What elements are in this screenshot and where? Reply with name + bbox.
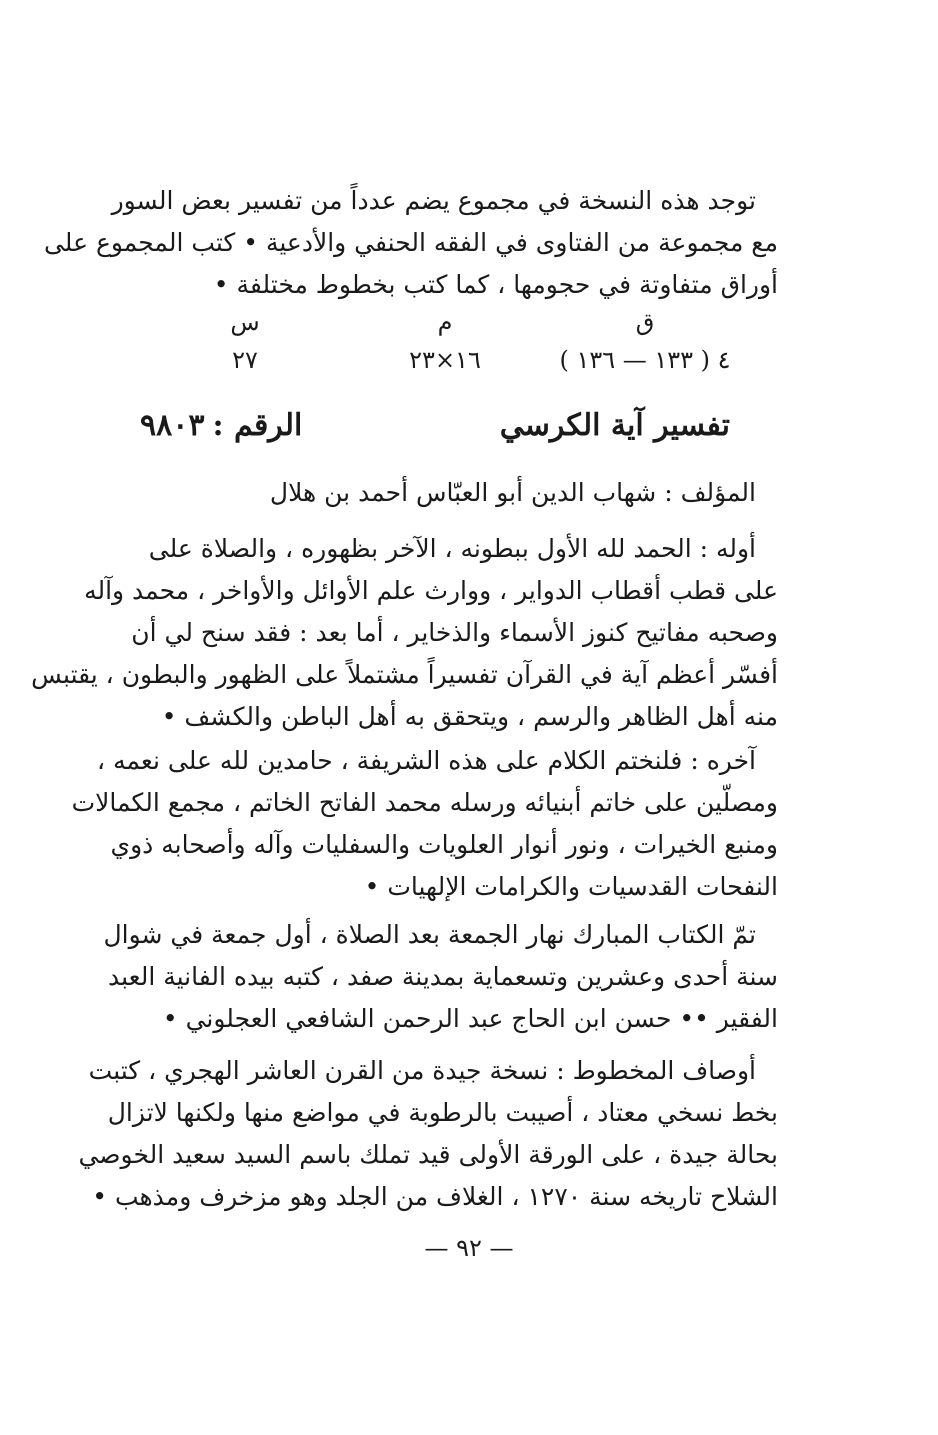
- author-line: المؤلف : شهاب الدين أبو العبّاس أحمد بن هلال: [269, 478, 756, 507]
- page-number: — ٩٢ —: [424, 1234, 514, 1262]
- intro-line: توجد هذه النسخة في مجموع يضم عدداً من تفسير بعض السور: [111, 186, 756, 215]
- explicit-line: النفحات القدسيات والكرامات الإلهيات •: [364, 872, 778, 901]
- entry-number-label: الرقم :: [212, 407, 303, 443]
- entry-number: [140, 408, 302, 443]
- entry-number-value: ٩٨٠٣: [140, 407, 205, 443]
- description-line: بخط نسخي معتاد ، أصيبت بالرطوبة في مواضع منها ولكنها لاتزال: [107, 1098, 778, 1127]
- incipit-line: منه أهل الظاهر والرسم ، ويتحقق به أهل الباطن والكشف •: [161, 702, 778, 731]
- incipit-line: أوله : الحمد لله الأول ببطونه ، الآخر بظهوره ، والصلاة على: [148, 534, 756, 563]
- explicit-line: ومنبع الخيرات ، ونور أنوار العلويات والسفليات وآله وأصحابه ذوي: [110, 830, 778, 859]
- incipit-line: أفسّر أعظم آية في القرآن تفسيراً مشتملاً على الظهور والبطون ، يقتبس: [31, 660, 778, 689]
- incipit-line: وصحبه مفاتيح كنوز الأسماء والذخاير ، أما بعد : فقد سنح لي أن: [131, 618, 778, 647]
- measurement-header-size: م: [437, 308, 453, 336]
- measurement-value-folios: ٤ ( ١٣٣ — ١٣٦ ): [559, 346, 731, 374]
- entry-title: تفسير آية الكرسي: [499, 407, 730, 443]
- explicit-line: ومصلّين على خاتم أبنيائه ورسله محمد الفاتح الخاتم ، مجمع الكمالات: [71, 788, 778, 817]
- measurement-header-folios: ق: [635, 308, 655, 336]
- colophon-line: الفقير •• حسن ابن الحاج عبد الرحمن الشافعي العجلوني •: [162, 1004, 778, 1033]
- colophon-line: سنة أحدى وعشرين وتسعماية بمدينة صفد ، كتبه بيده الفانية العبد: [108, 962, 778, 991]
- explicit-line: آخره : فلنختم الكلام على هذه الشريفة ، حامدين لله على نعمه ،: [97, 746, 756, 775]
- description-paragraph: [78, 1050, 778, 1218]
- measurement-value-row: [150, 341, 740, 379]
- colophon-line: تمّ الكتاب المبارك نهار الجمعة بعد الصلاة ، أول جمعة في شوال: [103, 920, 756, 949]
- description-line: أوصاف المخطوط : نسخة جيدة من القرن العاشر الهجري ، كتبت: [88, 1056, 756, 1085]
- measurement-value-lines: ٢٧: [232, 346, 258, 374]
- description-line: بحالة جيدة ، على الورقة الأولى قيد تملك باسم السيد سعيد الخوصي: [78, 1140, 778, 1169]
- incipit-line: على قطب أقطاب الدواير ، ووارث علم الأوائل والأواخر ، محمد وآله: [84, 576, 778, 605]
- author-paragraph: [133, 472, 778, 514]
- measurement-table: [150, 303, 740, 379]
- description-line: الشلاح تاريخه سنة ١٢٧٠ ، الغلاف من الجلد وهو مزخرف ومذهب •: [92, 1182, 778, 1211]
- measurement-value-size: ١٦×٢٣: [409, 346, 481, 374]
- colophon-paragraph: [103, 914, 778, 1040]
- explicit-paragraph: [71, 740, 778, 908]
- intro-line: أوراق متفاوتة في حجومها ، كما كتب بخطوط مختلفة •: [213, 270, 778, 299]
- intro-paragraph: [43, 180, 778, 306]
- intro-line: مع مجموعة من الفتاوى في الفقه الحنفي والأدعية • كتب المجموع على: [43, 228, 778, 257]
- measurement-header-row: [150, 303, 740, 341]
- entry-heading: [140, 402, 730, 448]
- measurement-header-lines: س: [230, 308, 260, 336]
- incipit-paragraph: [31, 528, 778, 738]
